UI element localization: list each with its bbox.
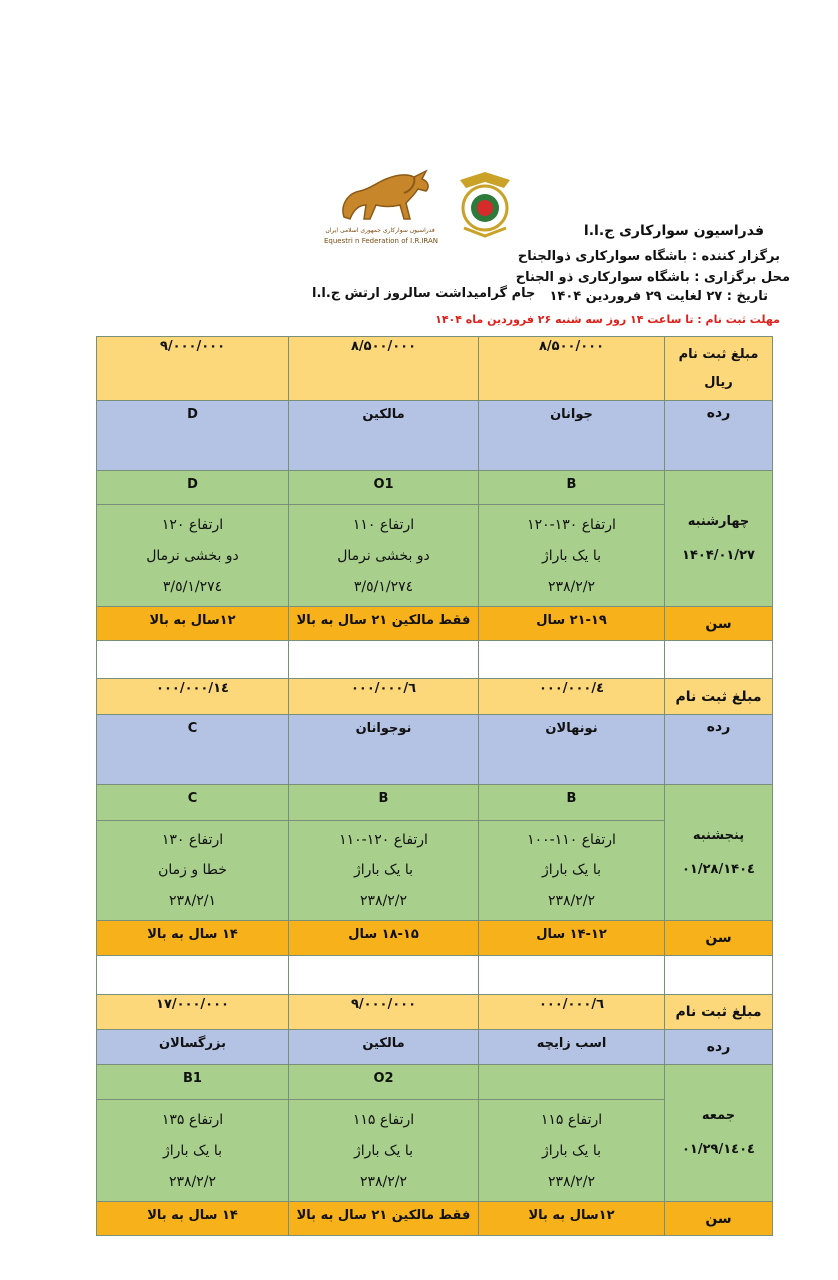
code-cell: B1 xyxy=(96,1064,289,1100)
article-text: ۲۳۸/۲/۱ xyxy=(168,892,217,909)
header-organizer: برگزار کننده : باشگاه سوارکاری ذوالجناح xyxy=(517,249,780,264)
fee-cell: ۹/۰۰۰/۰۰۰ xyxy=(96,336,289,401)
federation-logo xyxy=(324,165,442,247)
age-cell: ۱۴ سال به بالا xyxy=(96,1201,289,1236)
fee-cell: ۹/۰۰۰/۰۰۰ xyxy=(288,994,479,1030)
type-text: با یک باراژ xyxy=(541,547,602,564)
spacer-cell xyxy=(478,955,665,995)
spacer-cell xyxy=(288,955,479,995)
cup-title: جام گرامیداشت سالروز ارتش ج.ا.ا xyxy=(312,286,536,301)
type-text: دو بخشی نرمال xyxy=(146,547,239,564)
fee-cell: ۸/۵۰۰/۰۰۰ xyxy=(478,336,665,401)
code-cell xyxy=(478,1064,665,1100)
article-text: ۲۳۸/۲/۲ xyxy=(547,578,596,595)
class-cell: جوانان xyxy=(478,400,665,471)
age-cell: ۲۱-۱۹ سال xyxy=(478,606,665,641)
type-text: با یک باراژ xyxy=(541,1142,602,1159)
fee-cell: ۸/۵۰۰/۰۰۰ xyxy=(288,336,479,401)
schedule-table xyxy=(96,336,773,1236)
type-text: با یک باراژ xyxy=(162,1142,223,1159)
army-emblem xyxy=(450,168,520,240)
spacer-cell xyxy=(288,640,479,679)
event-detail-cell xyxy=(288,820,479,921)
code-cell: O1 xyxy=(288,470,479,505)
type-text: با یک باراژ xyxy=(353,1142,414,1159)
event-detail-cell xyxy=(288,504,479,607)
height-text: ارتفاع ۱۱۵ xyxy=(352,1111,415,1128)
event-detail-cell xyxy=(478,504,665,607)
age-label: سن xyxy=(664,606,773,641)
height-text: ارتفاع ۱۱۰-۱۰۰ xyxy=(527,832,616,849)
spacer-cell xyxy=(478,640,665,679)
event-detail-cell xyxy=(478,820,665,921)
day-name: چهارشنبه xyxy=(687,513,750,529)
class-label: رده xyxy=(664,1029,773,1065)
day-label xyxy=(664,470,773,607)
fee-cell: ٦/۰۰۰/۰۰۰ xyxy=(288,678,479,715)
day-date: ۱٤۰٤/۰۱/۲۹ xyxy=(682,1142,755,1157)
article-text: ۲۳۸/۲/۲ xyxy=(168,1173,217,1190)
code-cell: O2 xyxy=(288,1064,479,1100)
age-label: سن xyxy=(664,920,773,956)
day-label xyxy=(664,784,773,921)
event-detail-cell xyxy=(96,1099,289,1202)
fee-cell: ٤/۰۰۰/۰۰۰ xyxy=(478,678,665,715)
type-text: با یک باراژ xyxy=(541,862,602,879)
type-text: با یک باراژ xyxy=(353,862,414,879)
day-name: جمعه xyxy=(701,1108,736,1123)
class-cell: D xyxy=(96,400,289,471)
day-name: پنجشنبه xyxy=(692,827,745,843)
age-cell: ۱۴-۱۲ سال xyxy=(478,920,665,956)
height-text: ارتفاع ۱۳۵ xyxy=(161,1111,224,1128)
event-detail-cell xyxy=(478,1099,665,1202)
fee-label: مبلغ ثبت نام xyxy=(664,678,773,715)
age-cell: ۱۲سال به بالا xyxy=(478,1201,665,1236)
article-text: ۲۳۸/۲/۲ xyxy=(359,892,408,909)
code-cell: B xyxy=(478,470,665,505)
fee-cell: ٦/۰۰۰/۰۰۰ xyxy=(478,994,665,1030)
registration-deadline: مهلت ثبت نام : تا ساعت ۱۴ روز سه شنبه ۲۶ فروردین ماه ۱۴۰۴ xyxy=(435,313,780,326)
event-detail-cell xyxy=(288,1099,479,1202)
type-text: خطا و زمان xyxy=(158,862,227,879)
article-text: ۲۳۸/۲/۲ xyxy=(547,1173,596,1190)
age-cell: فقط مالکین ۲۱ سال به بالا xyxy=(288,606,479,641)
spacer-cell xyxy=(96,955,289,995)
article-text: ۲۳۸/۲/۲ xyxy=(547,892,596,909)
class-cell: اسب زایچه xyxy=(478,1029,665,1065)
code-cell: B xyxy=(478,784,665,821)
fee-label-text: مبلغ ثبت نام xyxy=(678,346,759,362)
fee-label xyxy=(664,336,773,401)
article-text: ۲۷٤/۱/٥/۳ xyxy=(353,578,414,595)
spacer-cell xyxy=(664,640,773,679)
day-label xyxy=(664,1064,773,1202)
age-cell: ۱۲سال به بالا xyxy=(96,606,289,641)
spacer-cell xyxy=(96,640,289,679)
height-text: ارتفاع ۱۲۰-۱۱۰ xyxy=(339,832,428,849)
horse-logo-icon xyxy=(330,165,442,227)
class-cell: نونهالان xyxy=(478,714,665,785)
code-cell: B xyxy=(288,784,479,821)
spacer-cell xyxy=(664,955,773,995)
height-text: ارتفاع ۱۳۰-۱۲۰ xyxy=(527,516,616,533)
class-cell: مالکین xyxy=(288,1029,479,1065)
header-venue: محل برگزاری : باشگاه سوارکاری ذو الجناح xyxy=(515,270,790,285)
class-cell: نوجوانان xyxy=(288,714,479,785)
age-label: سن xyxy=(664,1201,773,1236)
fee-label: مبلغ ثبت نام xyxy=(664,994,773,1030)
article-text: ۲۳۸/۲/۲ xyxy=(359,1173,408,1190)
header-date: تاریخ : ۲۷ لغایت ۲۹ فروردین ۱۴۰۴ xyxy=(549,289,768,304)
height-text: ارتفاع ۱۳۰ xyxy=(161,832,224,849)
class-cell: بزرگسالان xyxy=(96,1029,289,1065)
federation-name-fa: فدراسیون سوارکاری جمهوری اسلامی ایران xyxy=(325,227,435,234)
class-label: رده xyxy=(664,714,773,785)
federation-name-en: Equestri n Federation of I.R.IRAN xyxy=(324,237,438,245)
day-date: ۱۴۰٤/۰۱/۲۸ xyxy=(682,861,755,877)
height-text: ارتفاع ۱۲۰ xyxy=(161,516,224,533)
code-cell: D xyxy=(96,470,289,505)
fee-cell: ۱۷/۰۰۰/۰۰۰ xyxy=(96,994,289,1030)
class-cell: C xyxy=(96,714,289,785)
height-text: ارتفاع ۱۱۵ xyxy=(540,1111,603,1128)
age-cell: فقط مالکین ۲۱ سال به بالا xyxy=(288,1201,479,1236)
event-detail-cell xyxy=(96,504,289,607)
type-text: دو بخشی نرمال xyxy=(337,547,430,564)
event-detail-cell xyxy=(96,820,289,921)
age-cell: ۱۴ سال به بالا xyxy=(96,920,289,956)
article-text: ۲۷٤/۱/٥/۳ xyxy=(162,578,223,595)
fee-cell: ۱٤/۰۰۰/۰۰۰ xyxy=(96,678,289,715)
day-date: ۱۴۰۴/۰۱/۲۷ xyxy=(682,547,755,563)
code-cell: C xyxy=(96,784,289,821)
class-label: رده xyxy=(664,400,773,471)
class-cell: مالکین xyxy=(288,400,479,471)
height-text: ارتفاع ۱۱۰ xyxy=(352,516,415,533)
rial-label: ریال xyxy=(704,374,733,390)
header-federation: فدراسیون سوارکاری ج.ا.ا xyxy=(583,223,764,239)
age-cell: ۱۸-۱۵ سال xyxy=(288,920,479,956)
army-emblem-icon xyxy=(450,168,520,240)
